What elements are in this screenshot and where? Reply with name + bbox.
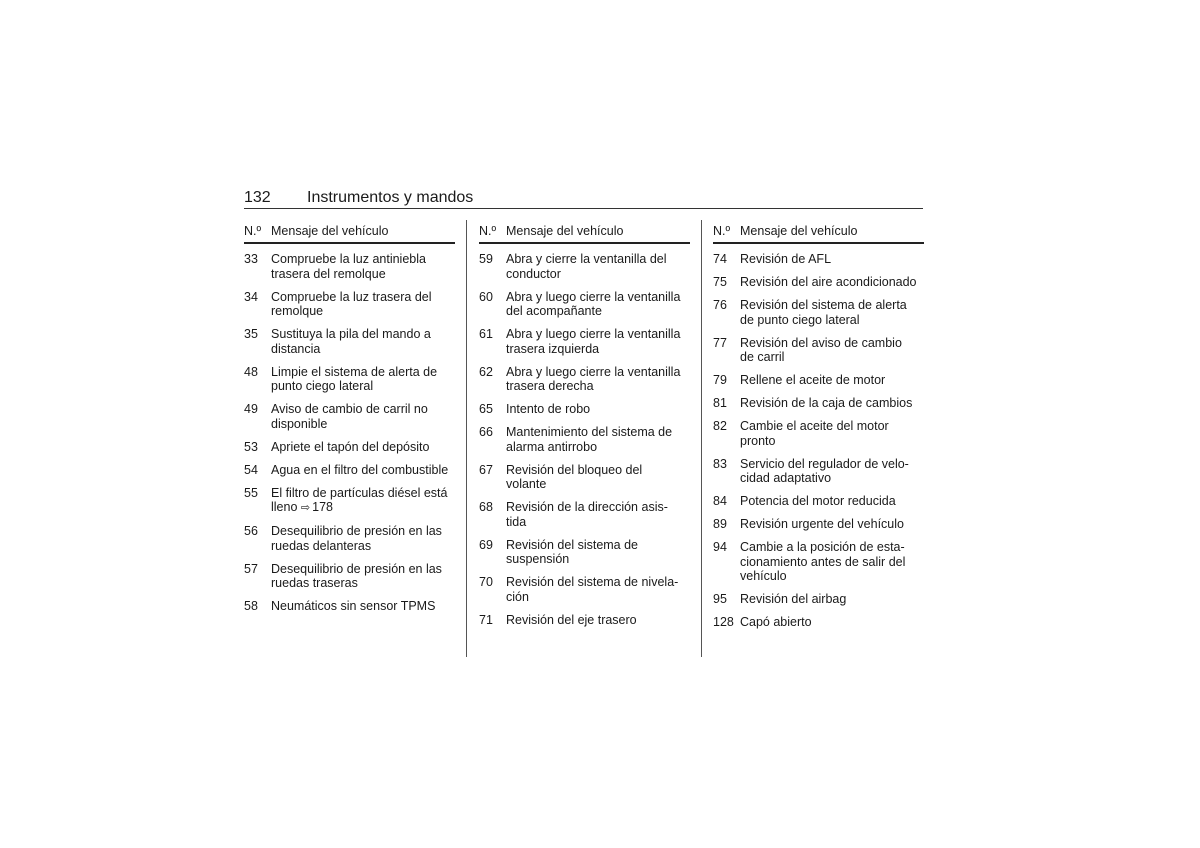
message-number: 66 xyxy=(479,425,493,439)
message-text xyxy=(506,463,690,492)
message-number: 58 xyxy=(244,599,258,613)
message-text xyxy=(271,486,455,516)
message-line: Limpie el sistema de alerta de xyxy=(271,364,438,379)
message-line: Aviso de cambio de carril no xyxy=(271,402,428,416)
table-row xyxy=(713,517,924,532)
table-row xyxy=(713,540,924,584)
message-line: Compruebe la luz trasera del xyxy=(271,289,432,304)
message-line: tida xyxy=(506,514,527,529)
table-rows xyxy=(244,252,455,614)
table-header xyxy=(244,224,455,244)
page-header xyxy=(244,188,923,209)
table-row xyxy=(713,275,924,290)
message-line: lleno xyxy=(271,500,298,514)
table-row xyxy=(713,419,924,448)
message-number: 68 xyxy=(479,500,493,514)
message-line: trasera izquierda xyxy=(506,341,600,356)
message-line: trasera del remolque xyxy=(271,266,386,281)
message-line: cidad adaptativo xyxy=(740,471,832,485)
table-row xyxy=(479,575,690,604)
message-text xyxy=(740,275,924,290)
message-number: 33 xyxy=(244,252,258,266)
table-row xyxy=(479,402,690,417)
message-line: Desequilibrio de presión en las xyxy=(271,524,442,538)
table-row xyxy=(479,463,690,492)
message-table-column-3 xyxy=(713,224,924,638)
column-divider xyxy=(466,220,467,657)
message-column-header: Mensaje del vehículo xyxy=(271,224,389,238)
table-row xyxy=(713,336,924,365)
message-text xyxy=(506,425,690,454)
message-number: 76 xyxy=(713,298,727,312)
message-line: del acompañante xyxy=(506,304,602,318)
message-number: 35 xyxy=(244,327,258,341)
message-number: 55 xyxy=(244,485,258,500)
message-text xyxy=(271,440,455,455)
table-row xyxy=(244,562,455,591)
message-number: 82 xyxy=(713,419,727,433)
column-divider xyxy=(701,220,702,657)
message-text xyxy=(271,365,455,394)
message-text xyxy=(740,592,924,607)
message-number: 71 xyxy=(479,612,493,627)
message-number: 54 xyxy=(244,462,258,477)
message-text xyxy=(506,538,690,567)
message-number: 74 xyxy=(713,252,727,266)
table-row xyxy=(479,252,690,281)
message-text xyxy=(506,575,690,604)
section-title: Instrumentos y mandos xyxy=(307,189,474,206)
message-line: de punto ciego lateral xyxy=(740,312,860,327)
table-row xyxy=(713,615,924,630)
message-line: Cambie el aceite del motor xyxy=(740,419,889,433)
table-row xyxy=(713,396,924,411)
message-line: suspensión xyxy=(506,552,570,566)
message-text xyxy=(740,298,924,327)
message-text xyxy=(271,290,455,319)
message-number: 75 xyxy=(713,275,727,289)
message-text xyxy=(740,373,924,388)
table-row xyxy=(244,524,455,553)
message-line: volante xyxy=(506,477,547,491)
table-row xyxy=(244,402,455,431)
message-column-header: Mensaje del vehículo xyxy=(740,224,858,238)
table-row xyxy=(479,425,690,454)
message-line: disponible xyxy=(271,416,328,431)
table-row xyxy=(244,327,455,356)
message-number: 77 xyxy=(713,335,727,350)
message-line: Revisión del aviso de cambio xyxy=(740,335,902,350)
message-text xyxy=(271,562,455,591)
table-row xyxy=(713,592,924,607)
message-number: 56 xyxy=(244,524,258,538)
number-column-header: N.º xyxy=(713,224,731,238)
message-line: Potencia del motor reducida xyxy=(740,494,896,508)
table-row xyxy=(479,613,690,628)
table-header xyxy=(713,224,924,244)
table-row xyxy=(244,365,455,394)
message-number: 79 xyxy=(713,373,727,387)
table-rows xyxy=(713,252,924,630)
message-line: Revisión de la caja de cambios xyxy=(740,396,913,410)
table-row xyxy=(479,290,690,319)
message-line: Revisión del bloqueo del xyxy=(506,462,643,477)
table-row xyxy=(244,599,455,614)
message-number: 95 xyxy=(713,592,727,606)
message-line: distancia xyxy=(271,341,321,356)
message-number: 128 xyxy=(713,615,734,629)
message-line: Compruebe la luz antiniebla xyxy=(271,252,426,266)
message-line: Abra y luego cierre la ventanilla xyxy=(506,364,681,379)
message-line: Desequilibrio de presión en las xyxy=(271,561,442,576)
message-text xyxy=(271,524,455,553)
message-number: 48 xyxy=(244,364,258,379)
table-row xyxy=(713,373,924,388)
message-text xyxy=(506,500,690,529)
message-text xyxy=(506,365,690,394)
message-table-column-1 xyxy=(244,224,455,622)
message-number: 59 xyxy=(479,252,493,266)
message-line: remolque xyxy=(271,304,324,318)
message-number: 62 xyxy=(479,364,493,379)
message-table-column-2 xyxy=(479,224,690,636)
message-line: Abra y luego cierre la ventanilla xyxy=(506,327,681,341)
message-line: Intento de robo xyxy=(506,402,591,416)
message-line: alarma antirrobo xyxy=(506,439,598,454)
message-text xyxy=(740,494,924,509)
message-number: 81 xyxy=(713,396,727,410)
message-text xyxy=(740,396,924,411)
message-line: Cambie a la posición de esta- xyxy=(740,540,905,554)
message-line: Mantenimiento del sistema de xyxy=(506,425,673,439)
message-number: 61 xyxy=(479,327,493,341)
table-row xyxy=(713,298,924,327)
message-line: Apriete el tapón del depósito xyxy=(271,439,430,454)
message-line: Revisión urgente del vehículo xyxy=(740,517,904,531)
message-line: pronto xyxy=(740,433,776,448)
message-number: 89 xyxy=(713,517,727,531)
message-text xyxy=(271,252,455,281)
table-row xyxy=(244,486,455,516)
message-number: 83 xyxy=(713,456,727,471)
message-line: Revisión de la dirección asis- xyxy=(506,500,668,514)
message-line: ción xyxy=(506,589,529,604)
message-text xyxy=(271,327,455,356)
message-number: 57 xyxy=(244,561,258,576)
message-text xyxy=(506,327,690,356)
message-text xyxy=(740,336,924,365)
message-number: 94 xyxy=(713,540,727,554)
message-number: 65 xyxy=(479,402,493,416)
message-text xyxy=(740,615,924,630)
message-number: 60 xyxy=(479,289,493,304)
message-line: de carril xyxy=(740,350,785,364)
message-text xyxy=(506,402,690,417)
message-line: Revisión del sistema de alerta xyxy=(740,298,907,312)
table-rows xyxy=(479,252,690,627)
message-line: Revisión del sistema de xyxy=(506,537,639,552)
message-line: Revisión de AFL xyxy=(740,252,832,266)
message-line: Capó abierto xyxy=(740,615,812,629)
message-line: trasera derecha xyxy=(506,379,594,393)
message-line: Revisión del airbag xyxy=(740,592,847,606)
message-line: Revisión del aire acondicionado xyxy=(740,275,917,289)
message-line: Revisión del sistema de nivela- xyxy=(506,575,679,589)
message-line: cionamiento antes de salir del xyxy=(740,554,906,569)
page-reference-link[interactable]: 178 xyxy=(312,500,333,514)
table-row xyxy=(244,440,455,455)
message-text xyxy=(740,252,924,267)
message-number: 67 xyxy=(479,462,493,477)
message-number: 84 xyxy=(713,494,727,508)
message-text xyxy=(740,517,924,532)
table-row xyxy=(713,252,924,267)
table-row xyxy=(244,290,455,319)
message-line: Revisión del eje trasero xyxy=(506,612,637,627)
message-line: ruedas traseras xyxy=(271,576,358,590)
number-column-header: N.º xyxy=(244,224,262,238)
page-number: 132 xyxy=(244,189,271,206)
message-text xyxy=(740,419,924,448)
message-line: Abra y cierre la ventanilla del xyxy=(506,252,667,266)
message-number: 34 xyxy=(244,289,258,304)
message-text xyxy=(271,463,455,478)
message-number: 49 xyxy=(244,402,258,416)
message-text xyxy=(506,252,690,281)
table-row xyxy=(713,494,924,509)
table-header xyxy=(479,224,690,244)
message-line: El filtro de partículas diésel está xyxy=(271,485,448,500)
message-number: 70 xyxy=(479,575,493,589)
table-row xyxy=(713,457,924,486)
message-line: Rellene el aceite de motor xyxy=(740,373,886,387)
number-column-header: N.º xyxy=(479,224,497,238)
message-text xyxy=(740,540,924,584)
message-text xyxy=(506,613,690,628)
message-line: Neumáticos sin sensor TPMS xyxy=(271,599,436,613)
message-number: 53 xyxy=(244,439,258,454)
message-text xyxy=(271,599,455,614)
message-text xyxy=(271,402,455,431)
message-line: punto ciego lateral xyxy=(271,379,374,393)
page-reference-arrow-icon: ⇨ xyxy=(300,502,311,514)
table-row xyxy=(244,463,455,478)
table-row xyxy=(479,500,690,529)
message-column-header: Mensaje del vehículo xyxy=(506,224,624,238)
message-line: conductor xyxy=(506,266,561,281)
message-line: ruedas delanteras xyxy=(271,538,372,553)
message-line: Servicio del regulador de velo- xyxy=(740,456,909,471)
message-line: vehículo xyxy=(740,569,787,583)
table-row xyxy=(479,365,690,394)
message-number: 69 xyxy=(479,537,493,552)
message-line: Abra y luego cierre la ventanilla xyxy=(506,289,681,304)
message-line: Sustituya la pila del mando a xyxy=(271,327,431,341)
table-row xyxy=(244,252,455,281)
message-text xyxy=(506,290,690,319)
message-text xyxy=(740,457,924,486)
table-row xyxy=(479,538,690,567)
message-line: Agua en el filtro del combustible xyxy=(271,462,449,477)
table-row xyxy=(479,327,690,356)
